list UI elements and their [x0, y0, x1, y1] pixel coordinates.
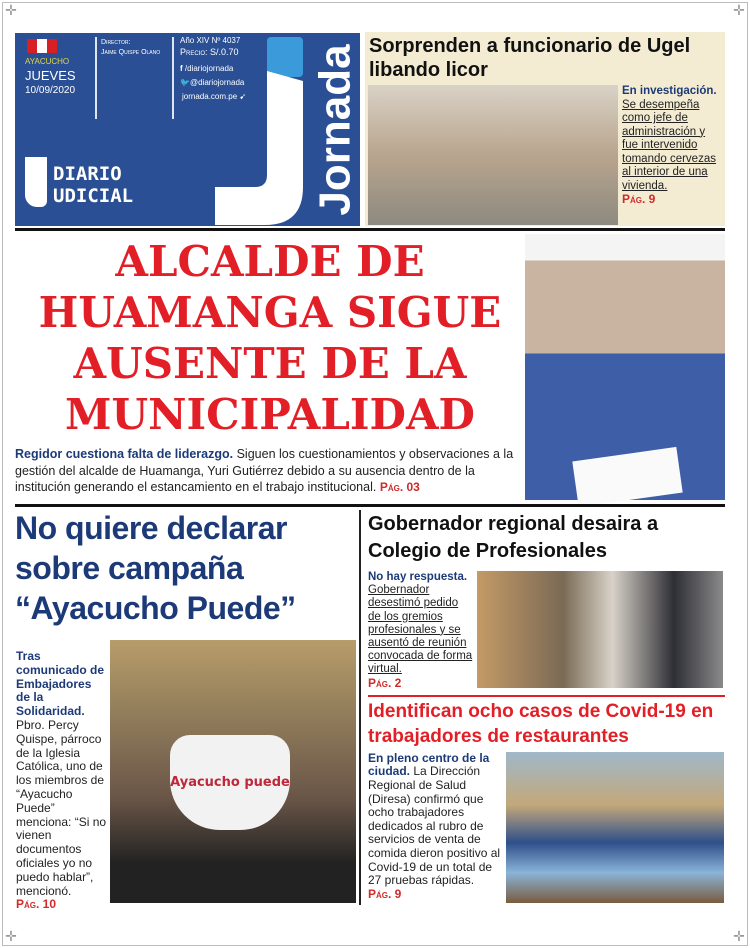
right-story2-headline[interactable]: Identifican ocho casos de Covid-19 en trabajadores de restaurantes [368, 700, 714, 747]
crop-mark-icon: ✛ [733, 929, 745, 945]
twitter-icon: 🐦 [180, 78, 190, 87]
facebook-link[interactable]: f /diariojornada [180, 64, 234, 73]
website-link[interactable]: jornada.com.pe ➹ [182, 92, 247, 101]
weekday: JUEVES [25, 68, 76, 83]
top-story-title[interactable]: Sorprenden a funcionario de Ugel libando licor [369, 35, 691, 81]
crop-mark-icon: ✛ [5, 929, 17, 945]
top-story[interactable] [365, 32, 725, 226]
facebook-icon: f [180, 64, 185, 73]
left-headline[interactable]: No quiere declarar sobre campaña “Ayacucho Puede” [15, 510, 296, 626]
divider [172, 37, 174, 119]
right-story1 [368, 511, 725, 691]
divider [15, 228, 725, 231]
right-story2-photo [506, 752, 724, 903]
main-headline[interactable]: ALCALDE DE HUAMANGA SIGUE AUSENTE DE LA MUNICIPALIDAD [38, 237, 502, 439]
director-label: Director: [101, 39, 131, 46]
cursor-icon: ➹ [239, 92, 247, 101]
right-story1-photo [477, 571, 723, 688]
peru-flag-icon [27, 39, 57, 53]
crop-mark-icon: ✛ [733, 3, 745, 19]
right-story2-summary: En pleno centro de la ciudad. La Dirección Regional de Salud (Diresa) confirmó que ocho trabajadores dedicados al rubro de servicios de venta de comida dieron positivo al Covid-19 de un total de 27 pruebas rápidas. Pág. 9 [368, 750, 501, 901]
main-story-deck: Regidor cuestiona falta de liderazgo. Siguen los cuestionamientos y observaciones a la gestión del alcalde de Huamanga, Yuri Gutiérrez debido a su ausencia dentro de la institución generando el estancamiento en el trabajo institucional. Pág. 03 [15, 447, 514, 494]
main-story-photo [525, 234, 725, 500]
masthead [15, 33, 360, 226]
mask: Ayacucho puede [170, 735, 290, 830]
director-name: Jaime Quispe Olano [101, 49, 161, 56]
twitter-link[interactable]: 🐦@diariojornada [180, 78, 245, 87]
crop-mark-icon: ✛ [5, 3, 17, 19]
right-story1-summary: No hay respuesta. Gobernador desestimó pedido de los gremios profesionales y se ausentó de reunión convocada de forma virtual. Pág. 2 [368, 571, 473, 690]
top-story-summary: En investigación. Se desempeña como jefe de administración y fue intervenido tomando cervezas al interior de una vivienda. Pág. 9 [622, 85, 717, 206]
right-column [368, 511, 725, 906]
column-divider [359, 510, 361, 905]
city: AYACUCHO [25, 57, 70, 66]
top-story-photo [368, 85, 618, 225]
right-story2 [368, 699, 725, 903]
date: 10/09/2020 [25, 85, 76, 96]
section-name: DIARIO UDICIAL [53, 163, 134, 207]
left-story-summary: Tras comunicado de Embajadores de la Solidaridad. Pbro. Percy Quispe, párroco de la Iglesia Católica, uno de los miembros de “Ayacucho Puede” menciona: “Si no vienen documentos oficiales yo no puedo hablar”, mencionó. Pág. 10 [16, 649, 107, 912]
left-story-photo [110, 640, 356, 903]
judicial-j-logo [25, 157, 47, 207]
right-story1-headline[interactable]: Gobernador regional desaira a Colegio de Profesionales [368, 513, 659, 562]
divider [368, 695, 725, 697]
jornada-j-logo [215, 37, 305, 225]
divider [95, 37, 97, 119]
price: Precio: S/.0.70 [180, 47, 239, 57]
brand: Jornada [310, 43, 360, 216]
divider [15, 504, 725, 507]
edition: Año XIV Nº 4037 [180, 36, 241, 45]
